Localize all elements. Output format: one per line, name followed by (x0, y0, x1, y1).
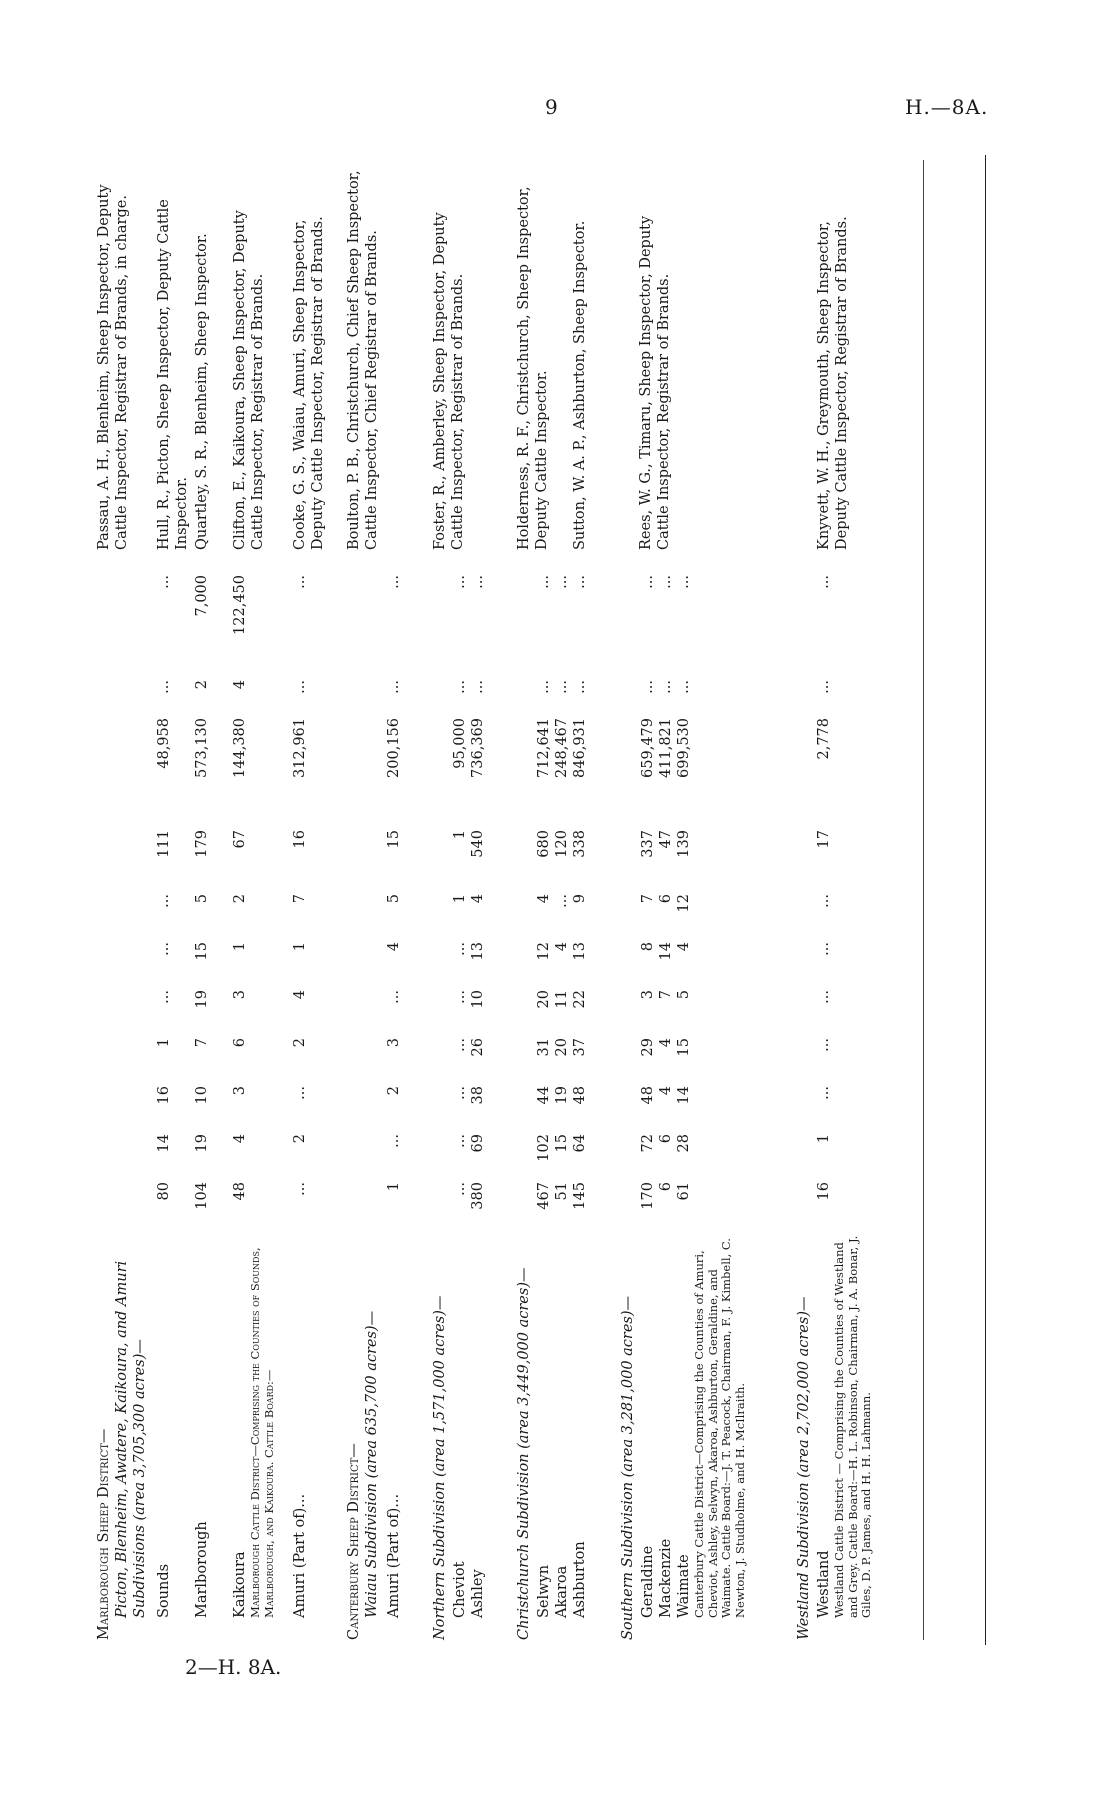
cell: 170 (640, 1182, 656, 1210)
cell: 179 (194, 830, 210, 858)
cell: ... (676, 575, 692, 589)
document-code: H.—8A. (905, 95, 989, 119)
cell: 4 (470, 894, 486, 904)
cell: 12 (536, 942, 552, 961)
cell: 6 (658, 894, 674, 904)
cell: ... (156, 680, 172, 694)
officer-foster: Foster, R., Amberley, Sheep Inspector, Deputy Cattle Inspector, Registrar of Brands. (432, 212, 466, 550)
cell: 4 (232, 1134, 248, 1144)
canterbury-title: Canterbury Sheep District— (346, 1443, 362, 1640)
cell: 659,479 (640, 718, 656, 778)
cell: 1 (386, 1182, 402, 1192)
cell: ... (156, 575, 172, 589)
bottom-rule (923, 160, 924, 1640)
cell: 7 (658, 990, 674, 1000)
officer-cooke: Cooke, G. S., Waiau, Amuri, Sheep Inspector, Deputy Cattle Inspector, Registrar of Brands. (292, 216, 326, 550)
cell: 248,467 (554, 718, 570, 778)
cell: 64 (572, 1134, 588, 1153)
cell: ... (452, 680, 468, 694)
cell: ... (816, 1038, 832, 1052)
cell: 26 (470, 1038, 486, 1057)
cell: ... (292, 680, 308, 694)
cell: 1 (452, 894, 468, 904)
cell: 846,931 (572, 718, 588, 778)
cell: 11 (554, 990, 570, 1009)
cell: 15 (386, 830, 402, 849)
cell: ... (452, 1182, 468, 1196)
cell: ... (470, 680, 486, 694)
cell: ... (452, 1086, 468, 1100)
cell: 4 (554, 942, 570, 952)
cell: 4 (536, 894, 552, 904)
canterbury-cattle-note: Canterbury Cattle District—Comprising the Counties of Amuri, Cheviot, Ashley, Selwyn, Akaroa, Ashburton, Geraldine, and Waimate. Cattle Board:—J. T. Peacock, Chairman, F. J. Kimbell, C. Newton, J. Studholme, and H. McIlraith. (692, 1238, 747, 1618)
officer-sutton: Sutton, W. A. P., Ashburton, Sheep Inspector. (572, 220, 588, 550)
row-label: Kaikoura (232, 1551, 248, 1618)
cell: 72 (640, 1134, 656, 1153)
cell: 6 (232, 1038, 248, 1048)
cell: 15 (554, 1134, 570, 1153)
cell: 4 (658, 1086, 674, 1096)
cell: 14 (676, 1086, 692, 1105)
cell: 2 (386, 1086, 402, 1096)
cell: 48,958 (156, 718, 172, 769)
cell: 61 (676, 1182, 692, 1201)
cell: 67 (232, 830, 248, 849)
cell: 312,961 (292, 718, 308, 778)
officer-knyvett: Knyvett, W. H., Greymouth, Sheep Inspector, Deputy Cattle Inspector, Registrar of Brands. (816, 216, 850, 550)
cell: 10 (470, 990, 486, 1009)
cell: 19 (194, 990, 210, 1009)
cell: 38 (470, 1086, 486, 1105)
cell: 120 (554, 830, 570, 858)
cell: ... (536, 680, 552, 694)
cell: 48 (572, 1086, 588, 1105)
cell: 10 (194, 1086, 210, 1105)
cell: ... (156, 942, 172, 956)
cell: ... (816, 990, 832, 1004)
cell: 3 (386, 1038, 402, 1048)
row-label: Cheviot (452, 1561, 468, 1618)
cell: 2 (292, 1134, 308, 1144)
officer-clifton: Clifton, E., Kaikoura, Sheep Inspector, Deputy Cattle Inspector, Registrar of Brands. (232, 210, 266, 550)
cell: 573,130 (194, 718, 210, 778)
cell: 13 (572, 942, 588, 961)
row-label: Westland (816, 1550, 832, 1618)
cell: ... (452, 1134, 468, 1148)
cell: 47 (658, 830, 674, 849)
cell: ... (554, 575, 570, 589)
cell: 5 (386, 894, 402, 904)
cell: ... (386, 990, 402, 1004)
cell: 5 (194, 894, 210, 904)
cell: ... (554, 894, 570, 908)
cell: 69 (470, 1134, 486, 1153)
cell: 28 (676, 1134, 692, 1153)
cell: ... (816, 680, 832, 694)
cell: 111 (156, 830, 172, 858)
cell: 3 (232, 1086, 248, 1096)
cell: 1 (232, 942, 248, 952)
cell: 19 (194, 1134, 210, 1153)
cell: 144,380 (232, 718, 248, 778)
cell: ... (816, 575, 832, 589)
cell: 15 (194, 942, 210, 961)
rotated-table (95, 155, 985, 1640)
cell: ... (452, 1038, 468, 1052)
row-label: Geraldine (640, 1545, 656, 1618)
row-label: Amuri (Part of)... (292, 1493, 308, 1618)
cell: 51 (554, 1182, 570, 1201)
cell: 6 (658, 1182, 674, 1192)
cell: 8 (640, 942, 656, 952)
marlborough-title: Marlborough Sheep District— (96, 1428, 112, 1640)
cell: 13 (470, 942, 486, 961)
cell: 200,156 (386, 718, 402, 778)
officer-holderness: Holderness, R. F., Christchurch, Sheep Inspector, Deputy Cattle Inspector. (516, 186, 550, 550)
cell: ... (156, 990, 172, 1004)
right-rule (985, 155, 986, 1645)
westland-subtitle: Westland Subdivision (area 2,702,000 acres)— (796, 1296, 812, 1640)
cell: 4 (658, 1038, 674, 1048)
cell: 540 (470, 830, 486, 858)
cell: ... (676, 680, 692, 694)
cell: 699,530 (676, 718, 692, 778)
cell: 467 (536, 1182, 552, 1210)
northern-subtitle: Northern Subdivision (area 1,571,000 acres)— (432, 1295, 448, 1640)
cell: ... (658, 680, 674, 694)
cell: ... (658, 575, 674, 589)
cell: ... (572, 680, 588, 694)
cell: 16 (156, 1086, 172, 1105)
cell: 2 (232, 894, 248, 904)
row-label: Ashley (470, 1569, 486, 1618)
christchurch-subtitle: Christchurch Subdivision (area 3,449,000 acres)— (516, 1267, 532, 1640)
cell: 122,450 (232, 575, 248, 635)
cell: ... (386, 1134, 402, 1148)
cell: 380 (470, 1182, 486, 1210)
cell: 6 (658, 1134, 674, 1144)
cell: ... (292, 1086, 308, 1100)
officer-hull: Hull, R., Picton, Sheep Inspector, Deputy Cattle Inspector. (156, 199, 190, 550)
cell: ... (554, 680, 570, 694)
cell: ... (816, 894, 832, 908)
cell: ... (816, 1086, 832, 1100)
cell: 338 (572, 830, 588, 858)
cell: 1 (452, 830, 468, 840)
cell: 102 (536, 1134, 552, 1162)
cell: ... (386, 680, 402, 694)
marlborough-cattle-note: Marlborough Cattle District—Comprising the Counties of Sounds, Marlborough, and Kaikoura. Cattle Board:— (248, 1247, 276, 1618)
cell: 7 (640, 894, 656, 904)
cell: 4 (232, 680, 248, 690)
cell: 5 (676, 990, 692, 1000)
cell: 736,369 (470, 718, 486, 778)
westland-cattle-note: Westland Cattle District — Comprising the Counties of Westland and Grey. Cattle Board:—H. L. Robinson, Chairman, J. A. Bonar, J. Giles, D. P. James, and H. H. Lahmann. (832, 1235, 873, 1618)
cell: 80 (156, 1182, 172, 1201)
cell: ... (640, 575, 656, 589)
cell: 4 (676, 942, 692, 952)
cell: 19 (554, 1086, 570, 1105)
cell: 3 (232, 990, 248, 1000)
row-label: Amuri (Part of)... (386, 1493, 402, 1618)
cell: ... (572, 575, 588, 589)
cell: 680 (536, 830, 552, 858)
cell: 1 (156, 1038, 172, 1048)
cell: 95,000 (452, 718, 468, 769)
cell: 20 (554, 1038, 570, 1057)
cell: 9 (572, 894, 588, 904)
cell: 14 (156, 1134, 172, 1153)
cell: ... (156, 894, 172, 908)
cell: 2 (194, 680, 210, 690)
cell: 44 (536, 1086, 552, 1105)
cell: 17 (816, 830, 832, 849)
cell: 1 (292, 942, 308, 952)
cell: ... (292, 1182, 308, 1196)
officer-rees: Rees, W. G., Timaru, Sheep Inspector, Deputy Cattle Inspector, Registrar of Brands. (638, 215, 672, 550)
cell: 16 (816, 1182, 832, 1201)
cell: 48 (232, 1182, 248, 1201)
cell: ... (470, 575, 486, 589)
cell: 22 (572, 990, 588, 1009)
cell: 12 (676, 894, 692, 913)
officer-quartley: Quartley, S. R., Blenheim, Sheep Inspector. (194, 233, 210, 550)
cell: 14 (658, 942, 674, 961)
row-label: Mackenzie (658, 1538, 674, 1618)
cell: ... (640, 680, 656, 694)
cell: 7 (194, 1038, 210, 1048)
cell: 2,778 (816, 718, 832, 760)
marlborough-subtitle: Picton, Blenheim, Awatere, Kaikoura, and Amuri Subdivisions (area 3,705,300 acres)— (114, 1260, 148, 1618)
cell: ... (452, 942, 468, 956)
page-number: 9 (545, 95, 558, 119)
cell: 139 (676, 830, 692, 858)
cell: 411,821 (658, 718, 674, 778)
row-label: Ashburton (572, 1541, 588, 1618)
cell: 1 (816, 1134, 832, 1144)
officer-passau: Passau, A. H., Blenheim, Sheep Inspector, Deputy Cattle Inspector, Registrar of Brands, in charge. (96, 184, 130, 550)
cell: 104 (194, 1182, 210, 1210)
cell: 15 (676, 1038, 692, 1057)
southern-subtitle: Southern Subdivision (area 3,281,000 acres)— (620, 1295, 636, 1640)
cell: 2 (292, 1038, 308, 1048)
cell: ... (386, 575, 402, 589)
cell: 7 (292, 894, 308, 904)
cell: 7,000 (194, 575, 210, 617)
footer-code: 2—H. 8A. (185, 1655, 282, 1679)
cell: 3 (640, 990, 656, 1000)
cell: ... (536, 575, 552, 589)
cell: ... (816, 942, 832, 956)
cell: 145 (572, 1182, 588, 1210)
row-label: Waimate (676, 1554, 692, 1618)
cell: ... (452, 575, 468, 589)
cell: ... (452, 990, 468, 1004)
cell: 712,641 (536, 718, 552, 778)
row-label: Akaroa (554, 1565, 570, 1618)
cell: 16 (292, 830, 308, 849)
row-label: Sounds (156, 1563, 172, 1618)
waiau-subtitle: Waiau Subdivision (area 635,700 acres)— (364, 1310, 380, 1618)
cell: 4 (292, 990, 308, 1000)
cell: 31 (536, 1038, 552, 1057)
officer-boulton: Boulton, P. B., Christchurch, Chief Sheep Inspector, Cattle Inspector, Chief Registrar of Brands. (346, 170, 380, 550)
cell: 337 (640, 830, 656, 858)
row-label: Marlborough (194, 1521, 210, 1618)
cell: 20 (536, 990, 552, 1009)
cell: 48 (640, 1086, 656, 1105)
cell: ... (292, 575, 308, 589)
row-label: Selwyn (536, 1564, 552, 1618)
cell: 37 (572, 1038, 588, 1057)
cell: 4 (386, 942, 402, 952)
cell: 29 (640, 1038, 656, 1057)
